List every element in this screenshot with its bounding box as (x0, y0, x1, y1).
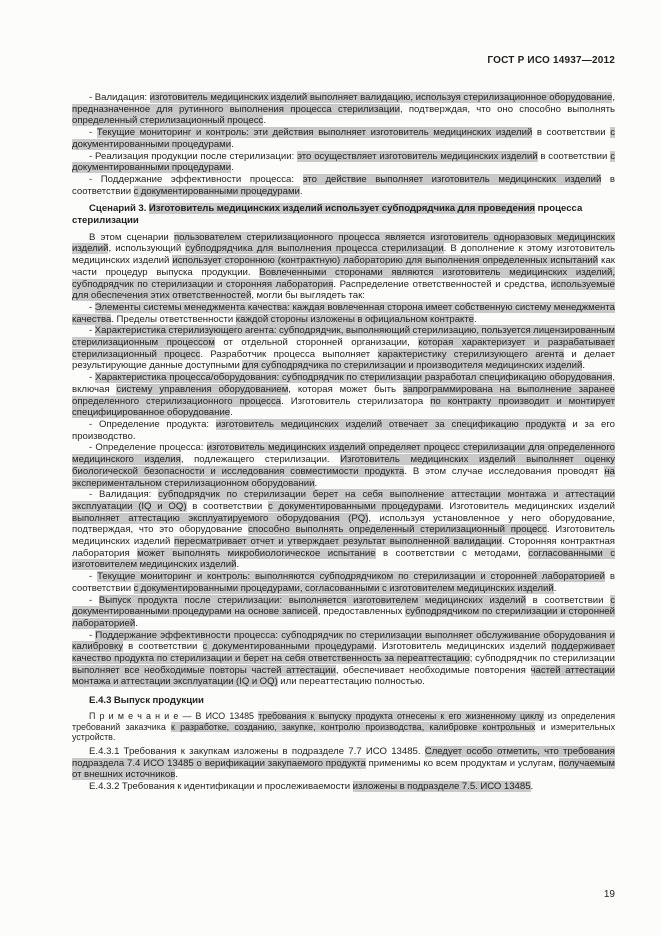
page-number: 19 (603, 889, 615, 900)
scan-highlight: для субподрядчика по стерилизации и производителя медицинских изделий (242, 360, 583, 372)
scan-highlight: частей аттестации монтажа и аттестации эксплуатации (IQ и OQ) (72, 664, 615, 688)
document-body (72, 92, 615, 793)
scan-highlight: с документированными процедурами (72, 127, 615, 150)
scan-highlight: Изготовитель медицинских изделий выполняет оценку биологической безопасности и исследования совместимости продукта (72, 454, 616, 477)
paragraph: - Текущие мониторинг и контроль: выполняются субподрядчиком по стерилизации и сторонней лабораторией в соответствии с документированными процедурами, согласованными с изготовителем медицинских изделий. (72, 571, 615, 594)
scan-highlight: Вовлеченными сторонами являются изготовитель медицинских изделий, субподрядчик по стерилизации и сторонняя лаборатория (72, 266, 615, 290)
scan-highlight: выполняет все необходимые повторы частей аттестации (72, 664, 336, 676)
scan-highlight: субподрядчика для выполнения процесса стерилизации (185, 243, 444, 255)
scan-highlight: изготовитель медицинских изделий отвечает за спецификацию продукта (215, 418, 566, 430)
section-heading: Сценарий 3. Изготовитель медицинских изделий использует субподрядчика для проведения процесса стерилизации (72, 203, 583, 227)
paragraph: - Определение процесса: изготовитель медицинских изделий определяет процесс стерилизации для определенного медицинского изделия, подлежащего стерилизации. Изготовитель медицинских изделий выполняет оценку биологической безопасности и исследования совместимости продукта. В этом случае исследования проводят на экспериментальном стерилизационном оборудовании. (72, 442, 616, 489)
scan-highlight: характеристику стерилизующего агента (377, 348, 565, 360)
scan-highlight: изложены в подразделе 7.5. ИСО 13485 (352, 781, 531, 793)
scan-highlight: пользователем стерилизационного процесса является изготовитель одноразовых медицинских изделий (72, 231, 615, 255)
scan-highlight: Поддержание эффективности процесса: субподрядчик по стерилизации выполняет обслуживание оборудования и калибровку (72, 629, 615, 653)
scan-highlight: Следует особо отметить, что требования подраздела 7.4 ИСО 13485 о верификации закупаемого продукта (72, 745, 615, 769)
paragraph: - Характеристика стерилизующего агента: субподрядчик, выполняющий стерилизацию, пользуется лицензированным стерилизационным процессом от отдельной сторонней организации, которая характеризует и разрабатывает стерилизационный процесс. Разработчик процесса выполняет характеристику стерилизующего агента и делает результирующие данные доступными для субподрядчика по стерилизации и производителя медицинских изделий. (72, 325, 616, 372)
paragraph: В этом сценарии пользователем стерилизационного процесса является изготовитель одноразовых медицинских изделий, использующий субподрядчика для выполнения процесса стерилизации. В дополнение к этому изготовитель медицинских изделий использует стороннюю (контрактную) лабораторию для выполнения определенных испытаний как части процедур выпуска продукции. Вовлеченными сторонами являются изготовитель медицинских изделий, субподрядчик по стерилизации и сторонняя лаборатория. Распределение ответственностей и средства, используемые для обеспечения этих ответственностей, могли бы выглядеть так: (72, 231, 616, 302)
subsection-heading: Е.4.3 Выпуск продукции (89, 695, 204, 707)
paragraph: - Валидация: изготовитель медицинских изделий выполняет валидацию, используя стерилизационное оборудование, предназначенное для рутинного выполнения процесса стерилизации, подтверждая, что оно способно выполнять определенный стерилизационный процесс. (72, 92, 615, 127)
paragraph: Е.4.3.2 Требования к идентификации и прослеживаемости изложены в подразделе 7.5. ИСО 13485. (89, 781, 534, 793)
scan-highlight: определенный стерилизационный процесс (72, 115, 264, 127)
paragraph: - Реализация продукции после стерилизации: это осуществляет изготовитель медицинских изделий в соответствии с документированными процедурами. (72, 150, 615, 174)
scan-highlight: Характеристика процесса/оборудования: субподрядчик по стерилизации разработал спецификацию оборудования (95, 372, 613, 384)
scan-highlight: субподрядчиком по стерилизации и сторонней лабораторией (72, 606, 615, 629)
note-paragraph: П р и м е ч а н и е — В ИСО 13485 требования к выпуску продукта отнесены к его жизненному циклу из определения требований заказчика к разработке, созданию, закупке, контролю производства, калибровке контрольных и измерительных устройств. (72, 710, 616, 743)
scan-highlight: к разработке, созданию, закупке, контролю производства, калибровке контрольных (171, 721, 536, 732)
scan-highlight: получаемым от внешних источников (72, 757, 615, 781)
scan-highlight: согласованными с изготовителем медицинских изделий (72, 547, 615, 571)
scan-highlight: которая характеризует и разрабатывает стерилизационный процесс (72, 337, 615, 360)
paragraph: - Поддержание эффективности процесса: это действие выполняет изготовитель медицинских изделий в соответствии с документированными процедурами. (72, 173, 616, 197)
scan-highlight: систему управления оборудованием (116, 383, 289, 395)
scan-highlight: субподрядчик по стерилизации берет на себя выполнение аттестации монтажа и аттестации эксплуатации (IQ и OQ) (72, 489, 616, 512)
scan-highlight: с документированными процедурами, согласованными с изготовителем медицинских изделий (133, 582, 554, 594)
scan-highlight: с документированными процедурами на основе записей (72, 594, 615, 618)
scan-highlight: Элементы системы менеджмента качества: каждая вовлеченная сторона имеет собственную систему менеджмента качества (72, 301, 615, 325)
paragraph: - Элементы системы менеджмента качества: каждая вовлеченная сторона имеет собственную систему менеджмента качества. Пределы ответственности каждой стороны изложены в официальном контракте. (72, 301, 615, 325)
scan-highlight: выполняет аттестацию эксплуатируемого оборудования (PQ) (72, 512, 369, 524)
scan-highlight: с документированными процедурами (202, 641, 375, 653)
scan-highlight: каждой стороны изложены в официальном контракте (235, 313, 474, 325)
paragraph: - Характеристика процесса/оборудования: субподрядчик по стерилизации разработал спецификацию оборудования, включая систему управления оборудованием, которая может быть запрограммирована на выполнение заранее определенного стерилизационного процесса. Изготовитель стерилизатора по контракту производит и монтирует специфицированное оборудование. (72, 372, 615, 419)
scan-highlight: Выпуск продукта после стерилизации: выполняется изготовителем медицинских изделий (98, 594, 526, 606)
running-header: ГОСТ Р ИСО 14937—2012 (487, 55, 615, 66)
scan-highlight: может выполнять микробиологическое испытание (137, 547, 376, 559)
scan-highlight: использует стороннюю (контрактную) лабораторию для выполнения определенных испытаний (172, 255, 599, 267)
scan-highlight: Текущие мониторинг и контроль: эти действия выполняет изготовитель медицинских изделий (96, 127, 533, 139)
scan-highlight: Текущие мониторинг и контроль: выполняются субподрядчиком по стерилизации и сторонней лабораторией (97, 571, 606, 583)
scan-highlight: пересматривает отчет и утверждает результат выполненной валидации (174, 536, 502, 548)
scan-highlight: с документированными процедурами (267, 500, 441, 512)
scan-highlight: с документированными процедурами (133, 185, 300, 197)
scan-highlight: на экспериментальном стерилизационном оборудовании (72, 465, 615, 489)
scan-highlight: способно выполнять определенный стерилизационный процесс (248, 524, 547, 536)
scan-highlight: это действие выполняет изготовитель медицинских изделий (302, 173, 602, 185)
scan-highlight: используемые для обеспечения этих ответственностей (72, 278, 615, 302)
scan-highlight: Характеристика стерилизующего агента: субподрядчик, выполняющий стерилизацию, пользуется лицензированным стерилизационным процессом (72, 325, 615, 349)
scan-highlight: по контракту производит и монтирует специфицированное оборудование (72, 395, 615, 419)
scan-highlight: запрограммирована на выполнение заранее определенного стерилизационного процесса (72, 383, 615, 407)
paragraph: - Выпуск продукта после стерилизации: выполняется изготовителем медицинских изделий в соответствии с документированными процедурами на основе записей, предоставленных субподрядчиком по стерилизации и сторонней лабораторией. (72, 594, 615, 629)
scan-highlight: требования к выпуску продукта отнесены к его жизненному циклу (258, 710, 544, 721)
scan-highlight: поддерживает качество продукта по стерилизации и берет на себя ответственность за переаттестацию (72, 641, 615, 665)
scan-highlight: изготовитель медицинских изделий определяет процесс стерилизации для определенного медицинского изделия (72, 442, 616, 466)
scan-highlight: предназначенное для рутинного выполнения процесса стерилизации (72, 103, 400, 115)
scan-highlight: это осуществляет изготовитель медицинских изделий (297, 150, 538, 162)
scan-highlight: изготовитель медицинских изделий выполняет валидацию, используя стерилизационное оборудование (149, 92, 613, 103)
paragraph: Е.4.3.1 Требования к закупкам изложены в подразделе 7.7 ИСО 13485. Следует особо отметить, что требования подраздела 7.4 ИСО 13485 о верификации закупаемого продукта применимы ко всем продуктам и услугам, получаемым от внешних источников. (72, 745, 615, 781)
paragraph: - Определение продукта: изготовитель медицинских изделий отвечает за спецификацию продукта и за его производство. (72, 418, 615, 442)
paragraph: - Валидация: субподрядчик по стерилизации берет на себя выполнение аттестации монтажа и аттестации эксплуатации (IQ и OQ) в соответствии с документированными процедурами. Изготовитель медицинских изделий выполняет аттестацию эксплуатируемого оборудования (PQ), используя установленное у него оборудование, подтверждая, что это оборудование способно выполнять определенный стерилизационный процесс. Изготовитель медицинских изделий пересматривает отчет и утверждает результат выполненной валидации. Сторонняя контрактная лаборатория может выполнять микробиологическое испытание в соответствии с методами, согласованными с изготовителем медицинских изделий. (72, 489, 616, 571)
paragraph: - Поддержание эффективности процесса: субподрядчик по стерилизации выполняет обслуживание оборудования и калибровку в соответствии с документированными процедурами. Изготовитель медицинских изделий поддерживает качество продукта по стерилизации и берет на себя ответственность за переаттестацию; субподрядчик по стерилизации выполняет все необходимые повторы частей аттестации, обеспечивает необходимые повторения частей аттестации монтажа и аттестации эксплуатации (IQ и OQ) или переаттестацию полностью. (72, 629, 615, 688)
scan-highlight: Изготовитель медицинских изделий использует субподрядчика для проведения (148, 203, 536, 215)
scan-highlight: с документированными процедурами (72, 150, 615, 174)
paragraph: - Текущие мониторинг и контроль: эти действия выполняет изготовитель медицинских изделий в соответствии с документированными процедурами. (72, 127, 615, 150)
